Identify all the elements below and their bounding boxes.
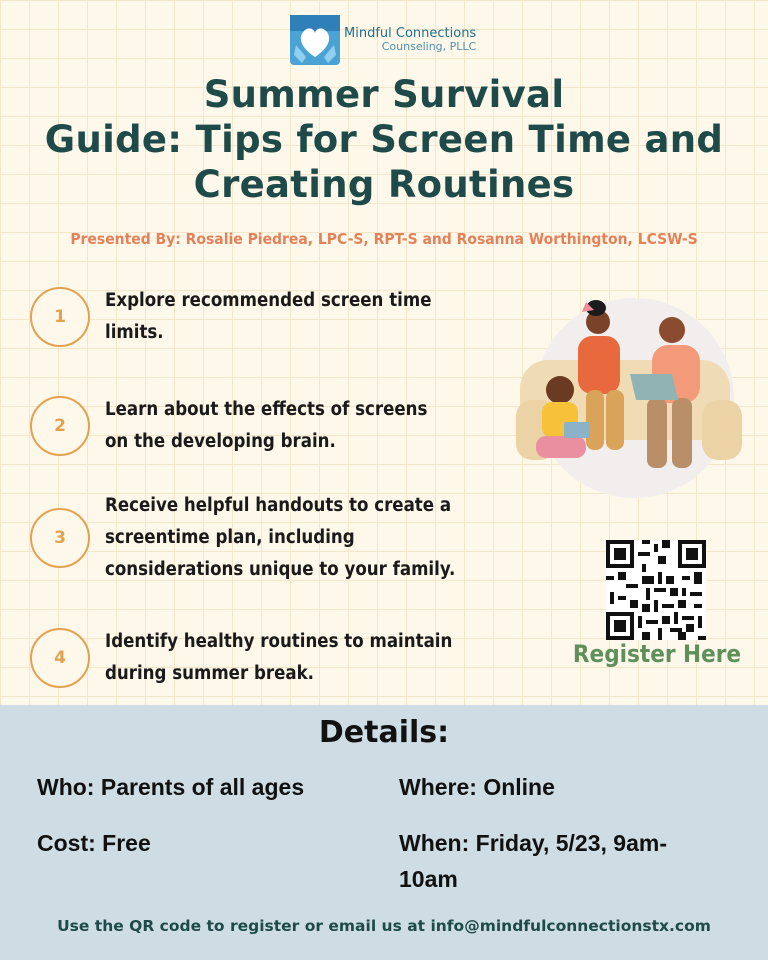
presenter-line: Presented By: Rosalie Piedrea, LPC-S, RPT-S and Rosanna Worthington, LCSW-S: [70, 230, 698, 248]
list-item: [30, 490, 520, 586]
item-line: screentime plan, including: [105, 527, 355, 548]
item-text: [105, 394, 427, 458]
list-item: [30, 285, 520, 349]
item-line: Identify healthy routines to maintain: [105, 631, 453, 652]
list-item: [30, 394, 520, 458]
title-line: Guide: Tips for Screen Time and: [44, 118, 724, 161]
item-text: [105, 490, 455, 586]
footer-contact[interactable]: Use the QR code to register or email us at info@mindfulconnectionstx.com: [57, 917, 711, 935]
item-line: limits.: [105, 322, 164, 343]
details-title: Details:: [318, 715, 450, 750]
step-number: 4: [30, 628, 90, 688]
logo-subtitle: Counseling, PLLC: [381, 40, 477, 54]
item-text: [105, 285, 432, 349]
detail-cost: Cost: Free: [37, 830, 151, 856]
title-line: Summer Survival: [203, 73, 565, 116]
title-line: Creating Routines: [193, 163, 575, 206]
page-title: [0, 72, 768, 207]
detail-where: Where: Online: [399, 774, 555, 800]
logo-name: Mindful Connections: [344, 26, 477, 42]
brand-logo: [290, 14, 476, 66]
item-line: Receive helpful handouts to create a: [105, 495, 452, 516]
list-item: [30, 626, 520, 690]
detail-who: Who: Parents of all ages: [37, 774, 305, 800]
heart-hands-logo-icon: [290, 15, 340, 65]
family-on-couch-illustration: [512, 290, 750, 500]
item-line: considerations unique to your family.: [105, 559, 456, 580]
detail-when: [399, 825, 667, 897]
details-panel: [0, 705, 768, 960]
item-text: [105, 626, 452, 690]
item-line: Explore recommended screen time: [105, 290, 432, 311]
item-line: Learn about the effects of screens: [105, 399, 428, 420]
step-number: 2: [30, 396, 90, 456]
qr-code-icon[interactable]: [606, 540, 706, 640]
step-number: 3: [30, 508, 90, 568]
detail-when-line: 10am: [399, 866, 458, 892]
step-number: 1: [30, 287, 90, 347]
detail-when-line: When: Friday, 5/23, 9am-: [399, 830, 667, 856]
item-line: during summer break.: [105, 663, 315, 684]
item-line: on the developing brain.: [105, 431, 336, 452]
register-link[interactable]: Register Here: [572, 640, 742, 668]
